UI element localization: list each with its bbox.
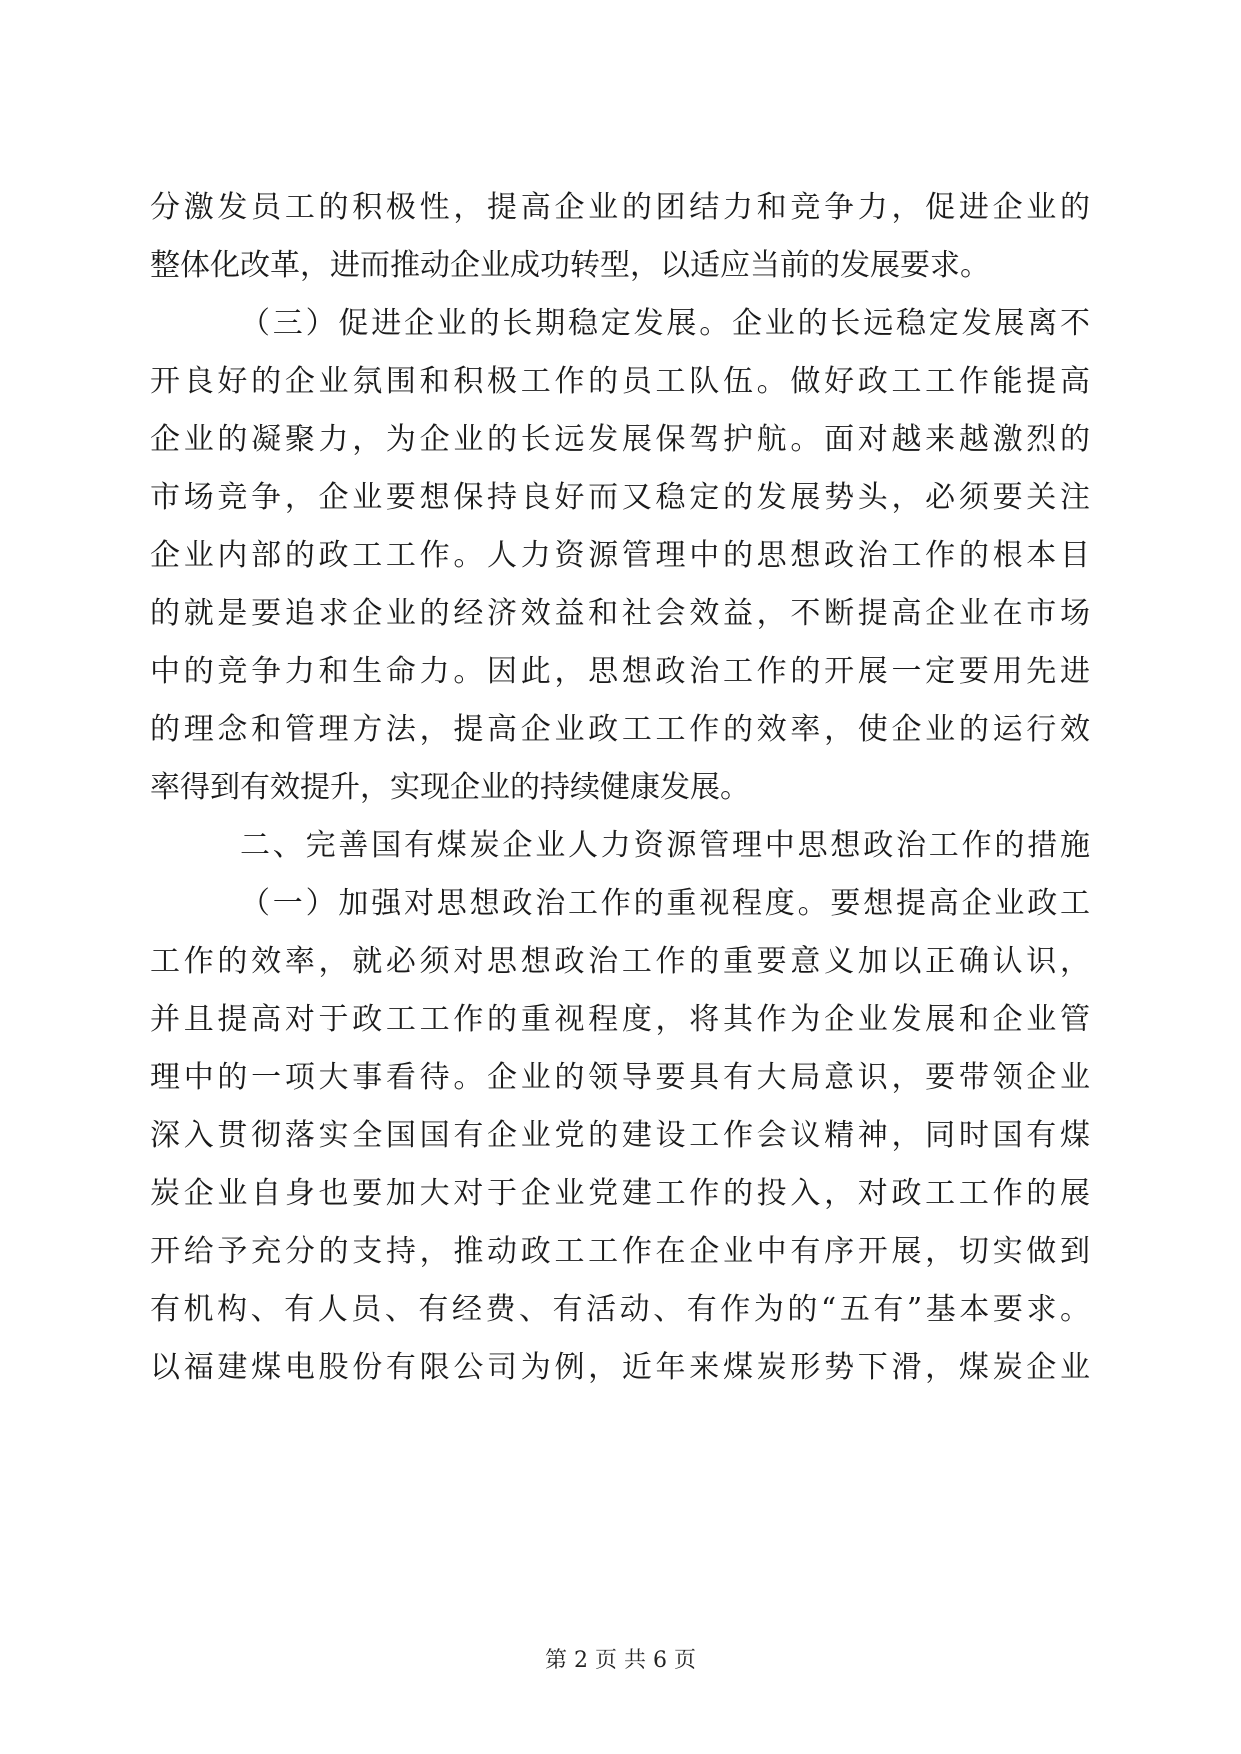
text-line: 以福建煤电股份有限公司为例，近年来煤炭形势下滑，煤炭企业 <box>150 1350 1090 1385</box>
section-heading: 二、完善国有煤炭企业人力资源管理中思想政治工作的措施 <box>240 828 1090 863</box>
text-line: 市场竞争，企业要想保持良好而又稳定的发展势头，必须要关注 <box>150 480 1090 515</box>
text-line: 深入贯彻落实全国国有企业党的建设工作会议精神，同时国有煤 <box>150 1118 1090 1153</box>
text-line: 的就是要追求企业的经济效益和社会效益，不断提高企业在市场 <box>150 596 1090 631</box>
text-line: 中的竞争力和生命力。因此，思想政治工作的开展一定要用先进 <box>150 654 1090 689</box>
text-line: 开良好的企业氛围和积极工作的员工队伍。做好政工工作能提高 <box>150 364 1090 399</box>
text-line: 整体化改革，进而推动企业成功转型，以适应当前的发展要求。 <box>150 248 990 283</box>
text-line: 理中的一项大事看待。企业的领导要具有大局意识，要带领企业 <box>150 1060 1090 1095</box>
text-line: 率得到有效提升，实现企业的持续健康发展。 <box>150 770 750 805</box>
text-line: 炭企业自身也要加大对于企业党建工作的投入，对政工工作的展 <box>150 1176 1090 1211</box>
text-line: 分激发员工的积极性，提高企业的团结力和竞争力，促进企业的 <box>150 190 1090 225</box>
text-line: 有机构、有人员、有经费、有活动、有作为的“五有”基本要求。 <box>150 1292 1090 1327</box>
text-line: 并且提高对于政工工作的重视程度，将其作为企业发展和企业管 <box>150 1002 1090 1037</box>
paragraph-heading: （三）促进企业的长期稳定发展。企业的长远稳定发展离不 <box>240 306 1090 341</box>
text-line: 开给予充分的支持，推动政工工作在企业中有序开展，切实做到 <box>150 1234 1090 1269</box>
text-line: 企业内部的政工工作。人力资源管理中的思想政治工作的根本目 <box>150 538 1090 573</box>
paragraph-heading: （一）加强对思想政治工作的重视程度。要想提高企业政工 <box>240 886 1090 921</box>
text-line: 企业的凝聚力，为企业的长远发展保驾护航。面对越来越激烈的 <box>150 422 1090 457</box>
page-number-footer: 第 2 页 共 6 页 <box>545 1648 696 1673</box>
text-line: 工作的效率，就必须对思想政治工作的重要意义加以正确认识， <box>150 944 1090 979</box>
text-line: 的理念和管理方法，提高企业政工工作的效率，使企业的运行效 <box>150 712 1090 747</box>
